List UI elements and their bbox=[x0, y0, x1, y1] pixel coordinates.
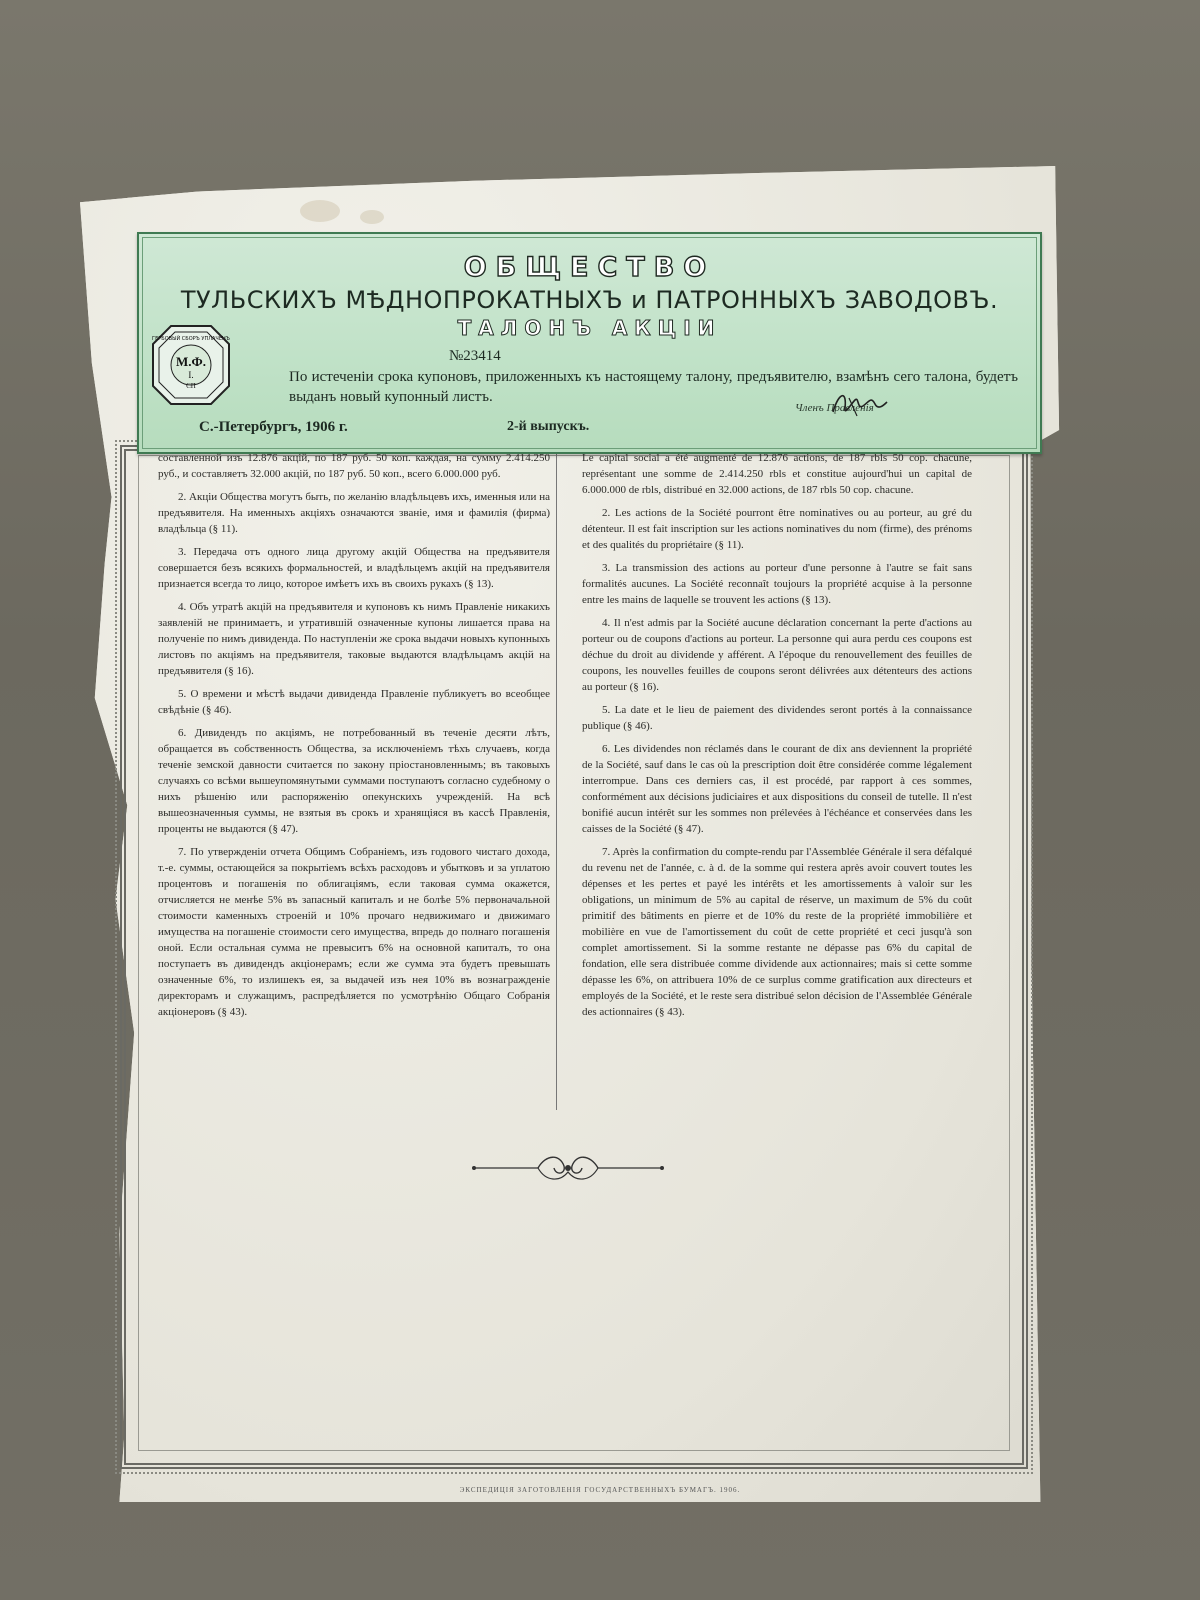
russian-paragraph: 5. О времени и мѣстѣ выдачи дивиденда Правленіе публикуетъ во всеобщее свѣдѣніе (§ 46). bbox=[158, 688, 550, 716]
printer-imprint: ЭКСПЕДИЦІЯ ЗАГОТОВЛЕНІЯ ГОСУДАРСТВЕННЫХЪ БУМАГЪ. 1906. bbox=[459, 1486, 741, 1494]
french-paragraph: 7. Après la confirmation du compte-rendu par l'Assemblée Générale il sera défalqué du revenu net de l'année, c. à d. de la somme qui restera après avoir couvert toutes les dépenses et les pertes et payé les intérêts et les amortissements à valoir sur les obligations, un minimum de 5% au capital de réserve, un maximum de 5% du coût primitif des bâtiments en pierre et de 10% du reste de la propriété immobilière et mobilière en vue de l'amortissement du coût de cette propriété et ceci jusqu'à son complet amortissement. Si la somme restante ne dépasse pas 6% du capital de fondation, elle sera distribuée comme dividende aux actionnaires; mais si cette somme dépasse les 6%, on attribuera 10% de ce surplus comme gratification aux directeurs et employés de la Société, et le reste sera distribué selon décision de l'Assemblée Générale des actionnaires (§ 43). bbox=[582, 846, 972, 1018]
stamp-numeral: I. bbox=[188, 370, 194, 380]
flourish-ornament-icon bbox=[468, 1150, 668, 1186]
russian-paragraph: 2. Акціи Общества могутъ быть, по желанію владѣльцевъ ихъ, именныя или на предъявителя. На именныхъ акціяхъ означаются званіе, имя и фамилія (фирма) владѣльца (§ 11). bbox=[158, 491, 550, 535]
french-paragraph: 2. Les actions de la Société pourront être nominatives ou au porteur, au gré du détenteur. Il est fait inscription sur les actions nominatives du nom (firme), des prénoms et des qualités du propriétaire (§ 11). bbox=[582, 507, 972, 551]
russian-paragraph: составленной изъ 12.876 акцій, по 187 руб. 50 коп. каждая, на сумму 2.414.250 руб., и составляетъ 32.000 акцій, по 187 руб. 50 коп., всего 6.000.000 руб. bbox=[158, 452, 550, 480]
russian-paragraph: 3. Передача отъ одного лица другому акцій Общества на предъявителя совершается безъ всякихъ формальностей, и владѣльцемъ акцій на предъявителя признается всегда то лицо, которое имѣетъ ихъ въ своихъ рукахъ (§ 13). bbox=[158, 546, 550, 590]
talon-subtitle: ТАЛОНЪ АКЦІИ bbox=[457, 316, 722, 340]
russian-paragraph: 4. Объ утратѣ акцій на предъявителя и купоновъ къ нимъ Правленіе никакихъ заявленій не принимаетъ, и утратившій означенные купоны лишается права на полученіе по нимъ дивиденда. По наступленіи же срока выдачи новыхъ купонныхъ листовъ по акціямъ на предъявителя, таковые выдаются владѣльцамъ акцій на предъявителя (§ 16). bbox=[158, 601, 550, 677]
russian-paragraph: 6. Дивидендъ по акціямъ, не потребованный въ теченіе десяти лѣтъ, обращается въ собственность Общества, за исключеніемъ тѣхъ случаевъ, когда теченіе земской давности считается по закону пріостановленнымъ; въ таковыхъ случаяхъ со всѣми вышеупомянутыми суммами поступаютъ согласно судебному о нихъ рѣшенію или распоряженію опекунскихъ учрежденій. На всѣ вышеозначенныя суммы, не взятыя въ срокъ и хранящіяся въ кассѣ Правленія, проценты не выдаются (§ 47). bbox=[158, 727, 550, 835]
french-paragraph: 4. Il n'est admis par la Société aucune déclaration concernant la perte d'actions au porteur ou de coupons d'actions au porteur. La personne qui aura perdu ces coupons est déchue du droit au dividende y afférent. A l'époque du renouvellement des feuilles de coupons, les nouvelles feuilles de coupons seront délivrées aux détenteurs des actions au porteur (§ 16). bbox=[582, 617, 972, 693]
french-paragraph: 6. Les dividendes non réclamés dans le courant de dix ans deviennent la propriété de la Société, sauf dans le cas où la prescription doit être considérée comme légalement interrompue. Dans ces derniers cas, il est procédé, par rapport à ces sommes, conformément aux décisions judiciaires et aux dispositions du conseil de tutelle. Il n'est bonifié aucun intérêt sur les sommes non prélevées à l'échéance et conservées dans les caisses de la Société (§ 47). bbox=[582, 743, 972, 835]
certificate-number: №23414 bbox=[449, 348, 501, 364]
french-paragraph: Le capital social a été augmenté de 12.876 actions, de 187 rbls 50 cop. chacune, représentant une somme de 2.414.250 rbls et constitue aujourd'hui un capital de 6.000.000 de rbls, distribué en 32.000 actions, de 187 rbls 50 cop. chacune. bbox=[582, 452, 972, 496]
french-paragraph: 5. La date et le lieu de paiement des dividendes seront portés à la connaissance publique (§ 46). bbox=[582, 704, 972, 732]
french-terms-column bbox=[582, 450, 972, 1027]
russian-paragraph: 7. По утвержденіи отчета Общимъ Собраніемъ, изъ годового чистаго дохода, т.-е. суммы, остающейся за покрытіемъ всѣхъ расходовъ и убытковъ и за уплатою процентовъ и погашенія по облигаціямъ, если таковая сумма окажется, отчисляется не менѣе 5% въ запасный капиталъ и не болѣе 5% первоначальной стоимости каменныхъ строеній и 10% прочаго недвижимаго и движимаго имущества на погашеніе стоимости сего имущества, впредь до полнаго погашенія оной. Если остальная сумма не превыситъ 6% на основной капиталъ, то она поступаетъ въ дивидендъ акціонерамъ; если же сумма эта будетъ превышать означенные 6%, то излишекъ ея, за выдачей изъ нея 10% въ вознагражденіе директорамъ и служащимъ, распредѣляется по усмотрѣнію Общаго Собранія акціонеровъ (§ 43). bbox=[158, 846, 550, 1018]
board-member-label: Членъ Правленія bbox=[795, 402, 874, 414]
french-paragraph: 3. La transmission des actions au porteur d'une personne à l'autre se fait sans formalités aucunes. La Société reconnaît toujours la propriété acquise à la personne entre les mains de laquelle se trouvent les actions (§ 13). bbox=[582, 562, 972, 606]
stamp-caption: ГЕРБОВЫЙ СБОРЪ УПЛАЧЕНЪ bbox=[152, 336, 230, 342]
age-stain bbox=[360, 210, 384, 224]
stamp-letters: М.Ф. bbox=[176, 354, 206, 369]
age-stain bbox=[300, 200, 340, 222]
column-divider bbox=[556, 450, 557, 1110]
talon-text: По истеченіи срока купоновъ, приложенныхъ къ настоящему талону, предъявителю, взамѣнъ сего талона, будетъ выданъ новый купонный листъ. bbox=[289, 369, 1018, 405]
company-name: ТУЛЬСКИХЪ МѢДНОПРОКАТНЫХЪ и ПАТРОННЫХЪ ЗАВОДОВЪ. bbox=[180, 286, 999, 314]
stamp-code: СП bbox=[186, 382, 196, 390]
place-date: С.-Петербургъ, 1906 г. bbox=[199, 419, 348, 435]
tax-stamp-icon bbox=[151, 324, 231, 406]
coupon-talon-banner bbox=[137, 232, 1042, 454]
society-title: ОБЩЕСТВО bbox=[463, 252, 716, 283]
signature-icon bbox=[829, 386, 889, 420]
russian-terms-column bbox=[158, 450, 550, 1027]
issue-label: 2-й выпускъ. bbox=[507, 419, 590, 434]
